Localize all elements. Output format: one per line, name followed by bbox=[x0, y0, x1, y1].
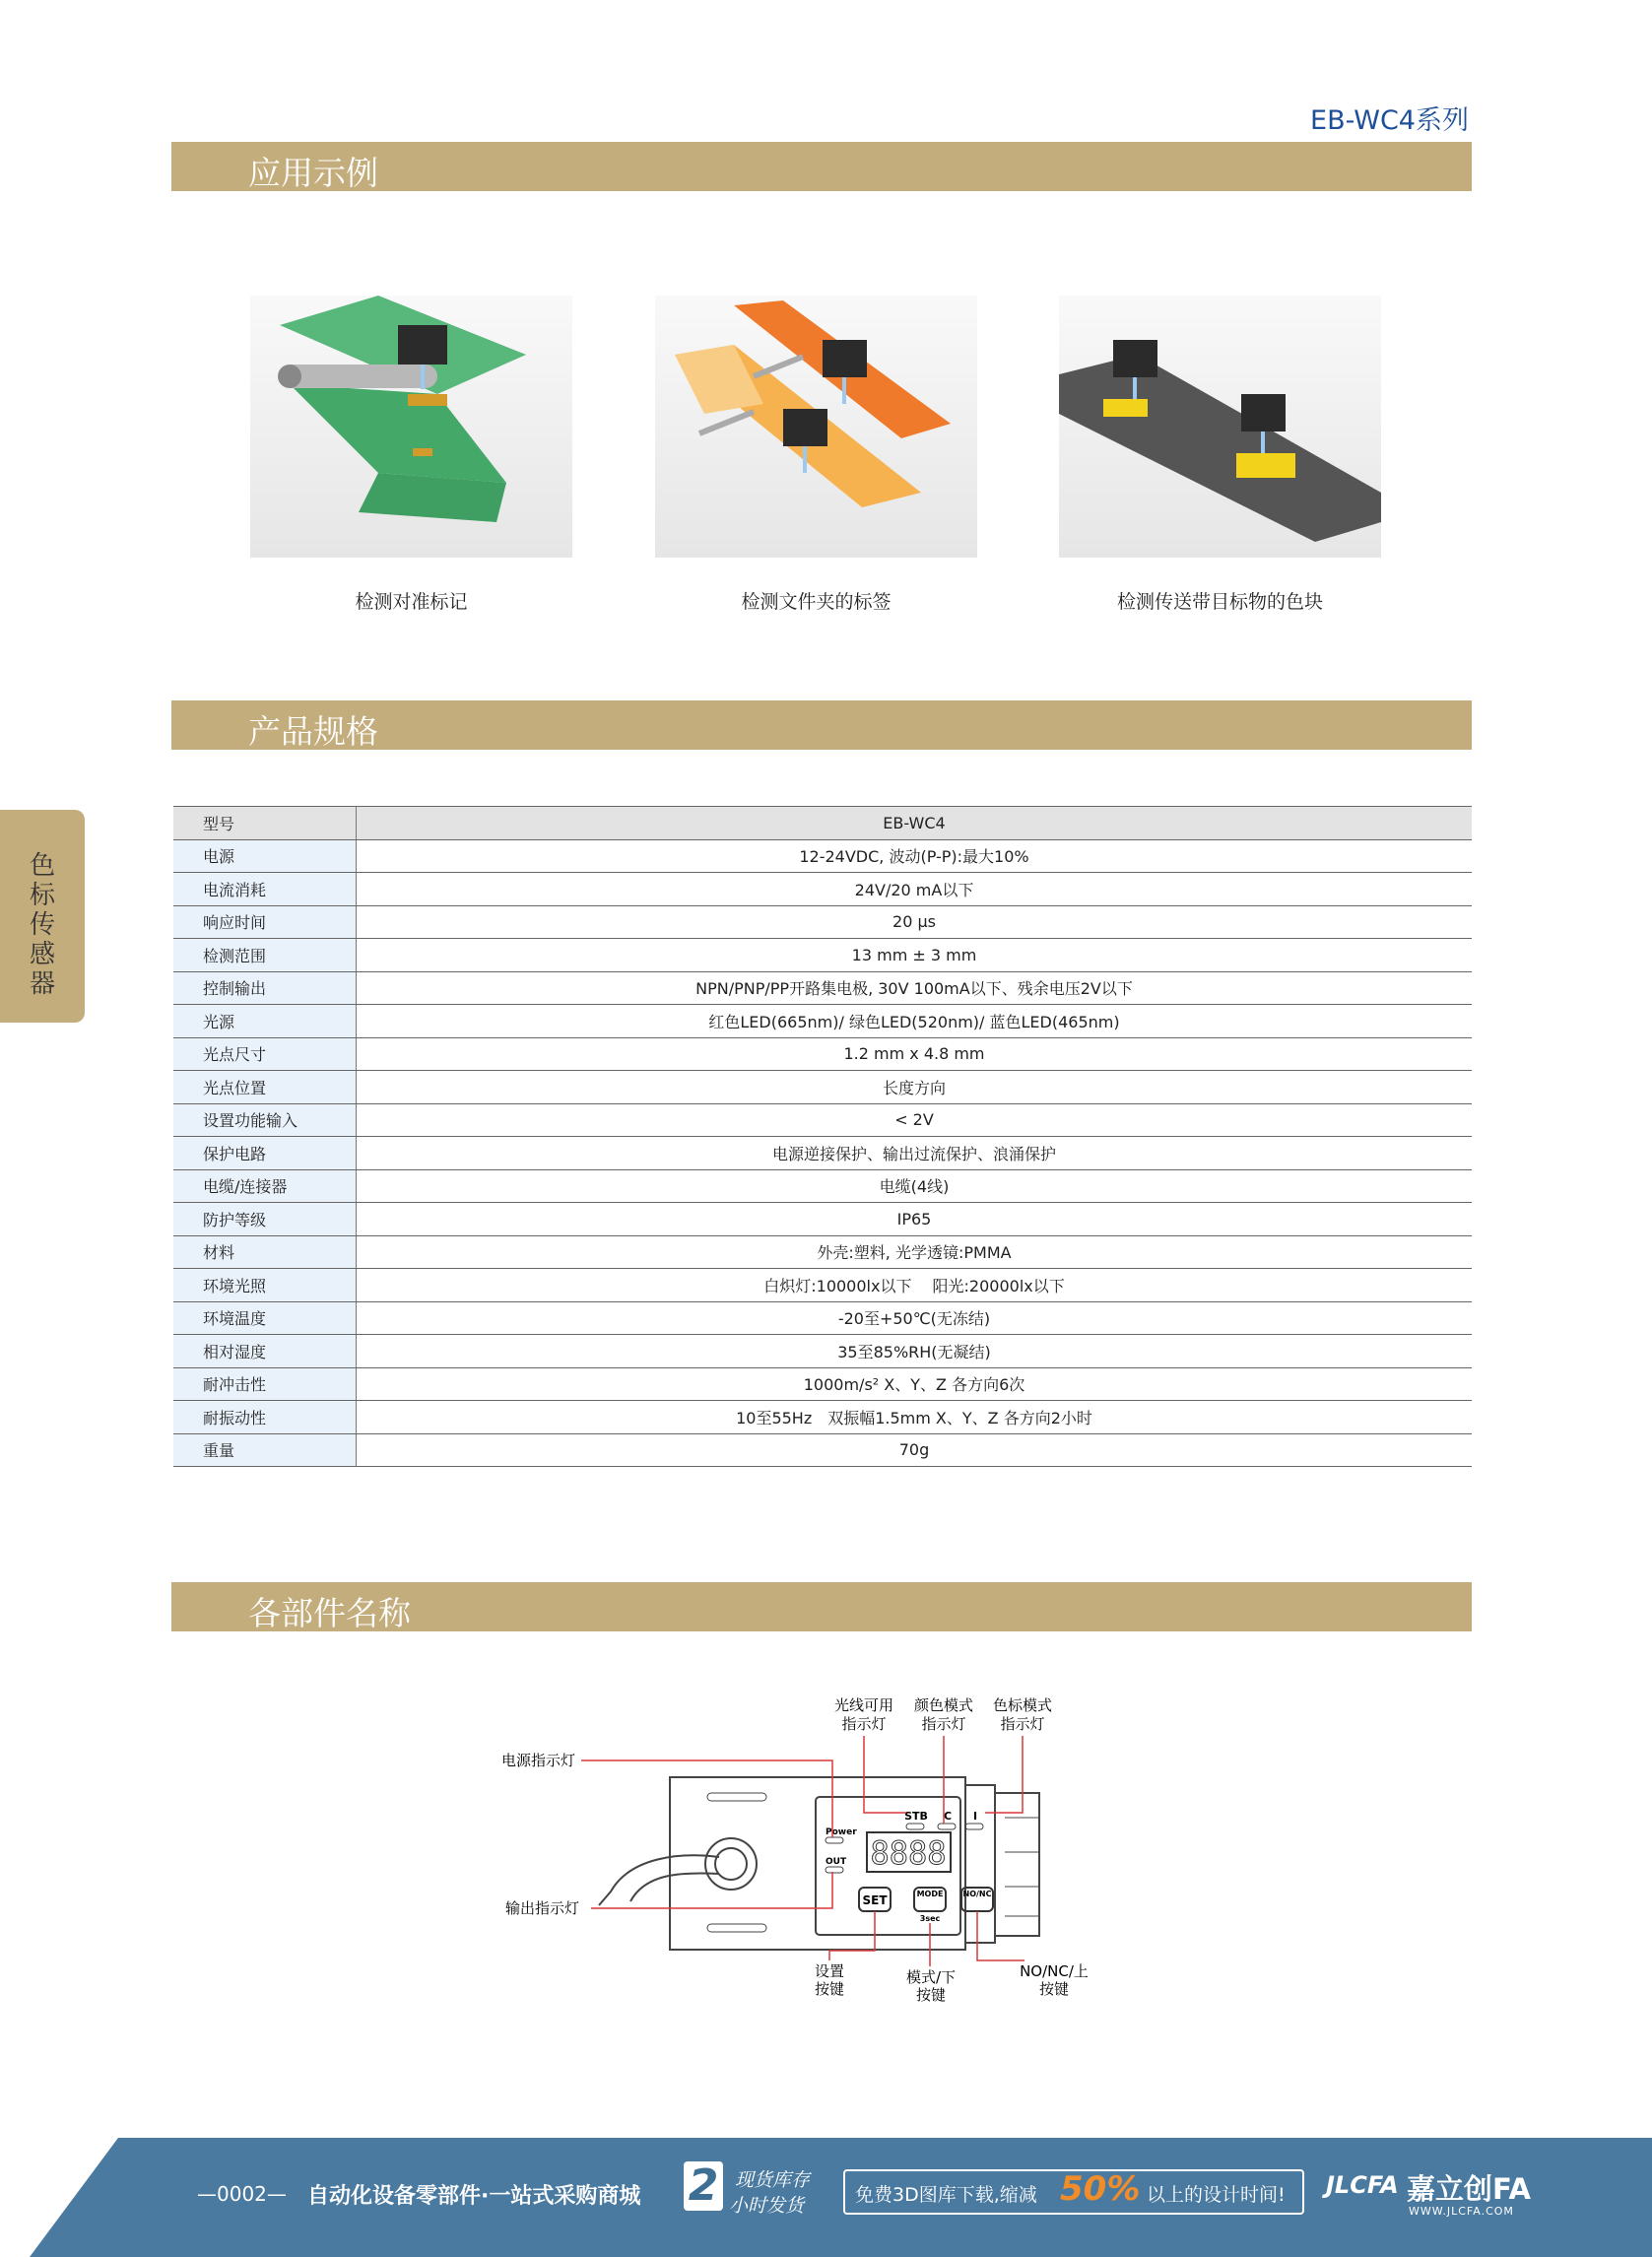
page-number: —0002— bbox=[197, 2182, 287, 2206]
i-label-line1: 色标模式 bbox=[992, 1696, 1053, 1714]
spec-key: 光源 bbox=[173, 1005, 357, 1038]
sec-text: 3sec bbox=[919, 1914, 941, 1923]
conveyor-color-block-illustration bbox=[1059, 296, 1381, 558]
nonc-label-line2: 按键 bbox=[1038, 1980, 1070, 1998]
application-caption: 检测对准标记 bbox=[355, 591, 468, 613]
mode-button-text: MODE bbox=[916, 1890, 944, 1898]
spec-value: 24V/20 mA以下 bbox=[357, 873, 1473, 906]
spec-key: 重量 bbox=[173, 1433, 357, 1467]
section-title: 产品规格 bbox=[248, 712, 378, 751]
set-label-line1: 设置 bbox=[814, 1962, 845, 1980]
spec-key: 防护等级 bbox=[173, 1203, 357, 1236]
spec-key: 型号 bbox=[173, 807, 357, 840]
application-image-folder-label bbox=[655, 296, 977, 558]
nonc-label-line1: NO/NC/上 bbox=[1020, 1962, 1089, 1980]
spec-row bbox=[173, 1169, 1472, 1203]
spec-value: 白炽灯:10000lx以下 阳光:20000lx以下 bbox=[357, 1269, 1473, 1302]
parts-diagram bbox=[473, 1694, 1162, 2010]
c-label-line2: 指示灯 bbox=[921, 1715, 966, 1733]
spec-key: 光点尺寸 bbox=[173, 1037, 357, 1071]
c-label-line1: 颜色模式 bbox=[913, 1696, 974, 1714]
promo-prefix: 免费3D图库下载,缩减 bbox=[855, 2184, 1037, 2206]
spec-row bbox=[173, 873, 1472, 906]
spec-value: 电缆(4线) bbox=[357, 1169, 1473, 1203]
conveyor-mark-illustration bbox=[250, 296, 572, 558]
spec-value: < 2V bbox=[357, 1103, 1473, 1137]
folder-label-illustration bbox=[655, 296, 977, 558]
badge-number: 2 bbox=[684, 2161, 723, 2211]
spec-table bbox=[173, 806, 1472, 1467]
application-caption: 检测传送带目标物的色块 bbox=[1116, 591, 1323, 613]
spec-value: -20至+50℃(无冻结) bbox=[357, 1301, 1473, 1335]
spec-row bbox=[173, 1433, 1472, 1467]
spec-value: 13 mm ± 3 mm bbox=[357, 939, 1473, 972]
spec-value: 35至85%RH(无凝结) bbox=[357, 1335, 1473, 1368]
spec-value: 电源逆接保护、输出过流保护、浪涌保护 bbox=[357, 1137, 1473, 1170]
spec-key: 相对湿度 bbox=[173, 1335, 357, 1368]
spec-key: 检测范围 bbox=[173, 939, 357, 972]
spec-key: 控制输出 bbox=[173, 971, 357, 1005]
spec-row bbox=[173, 1235, 1472, 1269]
spec-value: 70g bbox=[357, 1433, 1473, 1467]
set-label-line2: 按键 bbox=[814, 1980, 845, 1998]
nonc-button-text: NO/NC bbox=[962, 1890, 992, 1898]
spec-key: 电缆/连接器 bbox=[173, 1169, 357, 1203]
series-title: EB-WC4系列 bbox=[1310, 105, 1469, 136]
spec-value: NPN/PNP/PP开路集电极, 30V 100mA以下、残余电压2V以下 bbox=[357, 971, 1473, 1005]
power-text: Power bbox=[826, 1827, 857, 1837]
spec-value: 10至55Hz 双振幅1.5mm X、Y、Z 各方向2小时 bbox=[357, 1401, 1473, 1434]
section-title: 各部件名称 bbox=[248, 1594, 411, 1632]
spec-key: 响应时间 bbox=[173, 905, 357, 939]
spec-key: 电流消耗 bbox=[173, 873, 357, 906]
logo-en: JLCFA bbox=[1326, 2171, 1399, 2199]
spec-value: 长度方向 bbox=[357, 1071, 1473, 1104]
spec-row bbox=[173, 1103, 1472, 1137]
spec-key: 耐振动性 bbox=[173, 1401, 357, 1434]
spec-row bbox=[173, 1301, 1472, 1335]
spec-row bbox=[173, 807, 1472, 840]
spec-value: 12-24VDC, 波动(P-P):最大10% bbox=[357, 839, 1473, 873]
spec-key: 环境温度 bbox=[173, 1301, 357, 1335]
application-image-color-block bbox=[1059, 296, 1381, 558]
application-image-alignment-mark bbox=[250, 296, 572, 558]
spec-row bbox=[173, 939, 1472, 972]
spec-row bbox=[173, 1401, 1472, 1434]
footer-slogan: 自动化设备零部件·一站式采购商城 bbox=[307, 2184, 641, 2209]
promo-percent: 50% bbox=[1060, 2169, 1141, 2209]
side-tab bbox=[0, 810, 85, 1023]
out-led-label: 输出指示灯 bbox=[504, 1899, 579, 1917]
spec-value: 红色LED(665nm)/ 绿色LED(520nm)/ 蓝色LED(465nm) bbox=[357, 1005, 1473, 1038]
logo-cn: 嘉立创FA bbox=[1407, 2172, 1531, 2206]
side-tab-label: 色标传感器 bbox=[29, 851, 55, 999]
spec-value: 1000m/s² X、Y、Z 各方向6次 bbox=[357, 1367, 1473, 1401]
spec-key: 电源 bbox=[173, 839, 357, 873]
spec-key: 光点位置 bbox=[173, 1071, 357, 1104]
spec-row bbox=[173, 1203, 1472, 1236]
badge-line1: 现货库存 bbox=[735, 2169, 811, 2191]
spec-value: EB-WC4 bbox=[357, 807, 1473, 840]
spec-row bbox=[173, 1335, 1472, 1368]
digit-display: 8888 bbox=[870, 1834, 947, 1872]
c-text: C bbox=[943, 1810, 953, 1823]
spec-key: 设置功能输入 bbox=[173, 1103, 357, 1137]
application-caption: 检测文件夹的标签 bbox=[741, 591, 892, 613]
spec-row bbox=[173, 1071, 1472, 1104]
spec-key: 材料 bbox=[173, 1235, 357, 1269]
spec-row bbox=[173, 971, 1472, 1005]
spec-row bbox=[173, 1137, 1472, 1170]
section-bar-applications bbox=[171, 142, 1472, 191]
spec-value: IP65 bbox=[357, 1203, 1473, 1236]
spec-row bbox=[173, 1005, 1472, 1038]
stb-label-line1: 光线可用 bbox=[833, 1696, 894, 1714]
spec-row bbox=[173, 1367, 1472, 1401]
spec-row bbox=[173, 839, 1472, 873]
spec-key: 环境光照 bbox=[173, 1269, 357, 1302]
footer-banner bbox=[0, 2138, 1652, 2257]
power-led-label: 电源指示灯 bbox=[500, 1752, 575, 1769]
spec-key: 耐冲击性 bbox=[173, 1367, 357, 1401]
section-bar-specs bbox=[171, 700, 1472, 750]
spec-value: 20 μs bbox=[357, 905, 1473, 939]
mode-label-line1: 模式/下 bbox=[905, 1968, 957, 1986]
section-bar-parts bbox=[171, 1582, 1472, 1631]
spec-row bbox=[173, 1037, 1472, 1071]
promo-suffix: 以上的设计时间! bbox=[1147, 2184, 1286, 2206]
website: WWW.JLCFA.COM bbox=[1409, 2205, 1514, 2218]
spec-value: 外壳:塑料, 光学透镜:PMMA bbox=[357, 1235, 1473, 1269]
set-button-text: SET bbox=[862, 1893, 888, 1907]
spec-row bbox=[173, 1269, 1472, 1302]
mode-label-line2: 按键 bbox=[915, 1986, 947, 2004]
promo-box bbox=[843, 2169, 1304, 2215]
stb-label-line2: 指示灯 bbox=[841, 1715, 887, 1733]
section-title: 应用示例 bbox=[248, 154, 378, 192]
i-text: I bbox=[972, 1810, 978, 1823]
out-text: OUT bbox=[826, 1857, 847, 1867]
i-label-line2: 指示灯 bbox=[1000, 1715, 1045, 1733]
stb-text: STB bbox=[904, 1810, 928, 1823]
badge-line2: 小时发货 bbox=[729, 2195, 805, 2217]
spec-row bbox=[173, 905, 1472, 939]
spec-value: 1.2 mm x 4.8 mm bbox=[357, 1037, 1473, 1071]
spec-key: 保护电路 bbox=[173, 1137, 357, 1170]
